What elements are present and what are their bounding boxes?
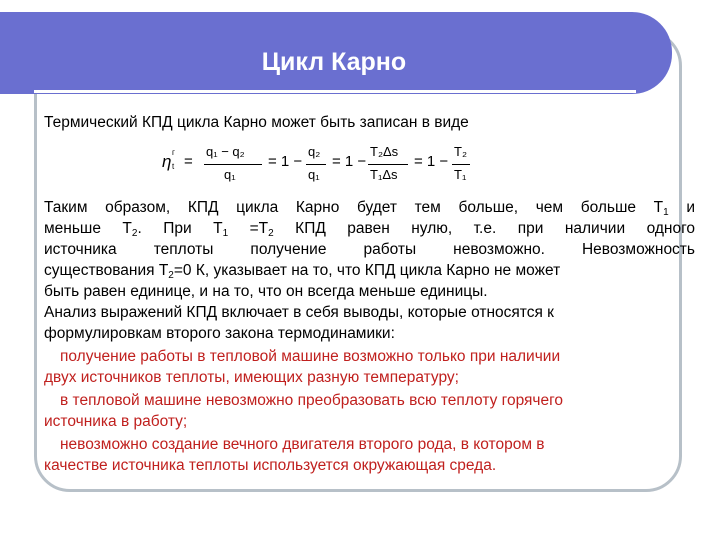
equals-one-minus-2: = 1 −: [332, 153, 367, 170]
eta-subscript: t: [172, 162, 175, 171]
fraction-4-denominator: T₁: [454, 167, 467, 182]
slide-title: Цикл Карно: [261, 48, 407, 76]
law-point-1-line-2: двух источников теплоты, имеющих разную температуру;: [44, 369, 459, 386]
title-underline: [34, 90, 636, 93]
fraction-4-numerator: T₂: [454, 144, 467, 159]
fraction-3-denominator: T₁Δs: [370, 167, 398, 182]
fraction-1-numerator: q₁ − q₂: [206, 144, 245, 159]
fraction-1-denominator: q₁: [224, 167, 236, 182]
eta-superscript: г: [172, 148, 175, 157]
fraction-4-bar: [452, 164, 470, 165]
paragraph-line-1: Таким образом, КПД цикла Карно будет тем больше, чем больше $Т_1$ и: [44, 199, 696, 218]
law-point-2-line-2: источника в работу;: [44, 413, 188, 430]
paragraph-line-3: источника теплоты получение работы невозможно. Невозможность: [44, 241, 695, 258]
fraction-2-numerator: q₂: [308, 144, 321, 159]
law-point-3-line-1: невозможно создание вечного двигателя второго рода, в котором в: [60, 436, 545, 453]
eta-symbol: η: [162, 152, 172, 171]
fraction-3-bar: [368, 164, 408, 165]
paragraph-line-6: Анализ выражений КПД включает в себя выводы, которые относятся к: [44, 304, 554, 321]
fraction-1-bar: [204, 164, 262, 165]
law-point-2-line-1: в тепловой машине невозможно преобразовать всю теплоту горячего: [60, 392, 564, 409]
equals-one-minus-3: = 1 −: [414, 153, 449, 170]
fraction-2-bar: [306, 164, 326, 165]
equals-one-minus-1: = 1 −: [268, 153, 303, 170]
fraction-3-numerator: T₂Δs: [370, 144, 399, 159]
law-point-1-line-1: получение работы в тепловой машине возможно только при наличии: [60, 348, 561, 365]
title-banner: [0, 12, 672, 94]
fraction-2-denominator: q₁: [308, 167, 320, 182]
equals-sign: =: [184, 153, 193, 170]
paragraph-line-7: формулировкам второго закона термодинамики:: [44, 325, 395, 342]
paragraph-line-5: быть равен единице, и на то, что он всегда меньше единицы.: [44, 283, 488, 300]
efficiency-formula: [160, 140, 490, 188]
intro-text: Термический КПД цикла Карно может быть записан в виде: [44, 114, 469, 131]
paragraph-line-2: меньше $Т_2$. При $Т_1 =Т_2$ КПД равен нулю, т.е. при наличии одного: [44, 220, 696, 239]
paragraph-line-4: существования $Т_2=0$ К, указывает на то, что КПД цикла Карно не может: [44, 262, 561, 281]
law-point-3-line-2: качестве источника теплоты используется окружающая среда.: [44, 457, 497, 474]
